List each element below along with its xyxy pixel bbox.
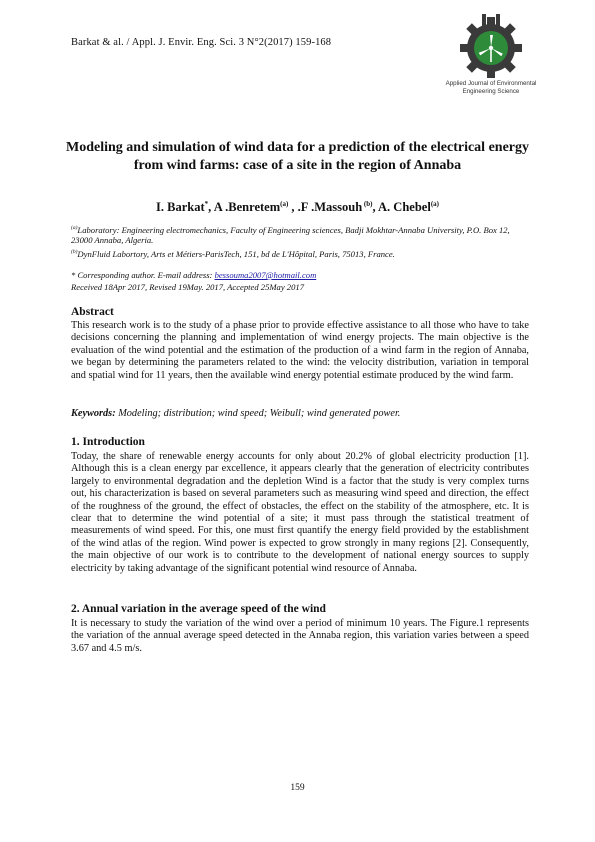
keywords [71,408,400,419]
abstract-text: This research work is to the study of a phase prior to provide effective assistance to all those who have to take decisions concerning the planning and implementation of wind energy projects. The main objective is the evaluation of the wind potential and the estimation of the production of a wind farm in the region of Annaba, we began by determining the parameters related to the wind: the velocity distribution, variation in temporal and spatial wind for 11 years, then the available wind energy potential estimate produced by the wind farm. [71,320,529,381]
author-separator: , [372,200,379,215]
logo-caption-line2: Engineering Science [462,88,520,95]
affiliation-text: Laboratory: Engineering electromechanics, Faculty of Engineering sciences, Badji Mokhtar-Annaba University, P.O. Box 12, 23000 Annaba, Algeria. [71,224,510,245]
keywords-text: Modeling; distribution; wind speed; Weibull; wind generated power. [115,408,401,419]
journal-logo [436,14,546,106]
author-mark: (a) [430,200,439,208]
section-heading: 2. Annual variation in the average speed of the wind [71,603,326,615]
section-text: It is necessary to study the variation of the wind over a period of minimum 10 years. The Figure.1 represents the variation of the annual average speed detected in the Annaba region, this variation varies between a speed 3.67 and 4.5 m/s. [71,618,529,654]
author-separator: , [208,200,214,215]
gear-icon [453,14,529,78]
affiliation [71,223,531,245]
affiliation-mark: (b) [71,249,78,255]
section-text: Today, the share of renewable energy accounts for only about 20.2% of global electricity production [1]. Although this is a clean energy par excellence, it appears clearly that the generation of electricity contributes largely to environmental degradation and the depletion Wind is a factor that the study is very complex turns out, his characterization is based on several parameters such as measuring wind speed and direction, the effect of the roughness of the ground, the effect of obstacles, the effect on the stability of the atmosphere, etc. It is clear that to determine the wind potential of a site; it must pass through the statistical treatment of measurements of wind speed. For this, one must first quantify the energy field provided by the establishment of the wind atlas of the region. Wind power is expected to grow strongly in many regions [2]. Consequently, the main objective of our work is to contribute to the development of national energy sources to supply electricity by taking advantage of the significant potential wind resource of Annaba. [71,451,529,574]
page-number: 159 [290,783,305,793]
logo-caption [436,80,546,96]
corresponding-author [71,270,316,280]
author-name: A. Chebel [378,200,431,215]
affiliation-mark: (a) [71,225,78,231]
author-mark: * [204,200,209,208]
author-name: A .Benretem [213,200,281,215]
logo-caption-line1: Applied Journal of Environmental [445,80,537,87]
author-separator: , [288,200,298,215]
affiliation-text: DynFluid Labortory, Arts et Métiers-ParisTech, 151, bd de L'Hôpital, Paris, 75013, France. [77,248,395,259]
section-heading: 1. Introduction [71,436,145,448]
author-mark: (a) [280,200,289,208]
author-mark: (b) [362,200,373,208]
received-dates: Received 18Apr 2017, Revised 19May. 2017, Accepted 25May 2017 [71,282,304,292]
author-name: .F .Massouh [297,200,363,215]
paper-title: Modeling and simulation of wind data for a prediction of the electrical energy from wind farms: case of a site in the region of Annaba [65,140,529,173]
author-list [60,200,535,215]
corresponding-email-link[interactable]: bessouma2007@hotmail.com [214,270,317,280]
corresponding-label: * Corresponding author. E-mail address: [71,270,215,280]
affiliation [71,247,531,259]
keywords-label: Keywords: [71,408,116,419]
author-name: I. Barkat [156,200,205,215]
running-head: Barkat & al. / Appl. J. Envir. Eng. Sci. 3 N°2(2017) 159-168 [71,37,332,48]
abstract-heading: Abstract [71,306,114,318]
